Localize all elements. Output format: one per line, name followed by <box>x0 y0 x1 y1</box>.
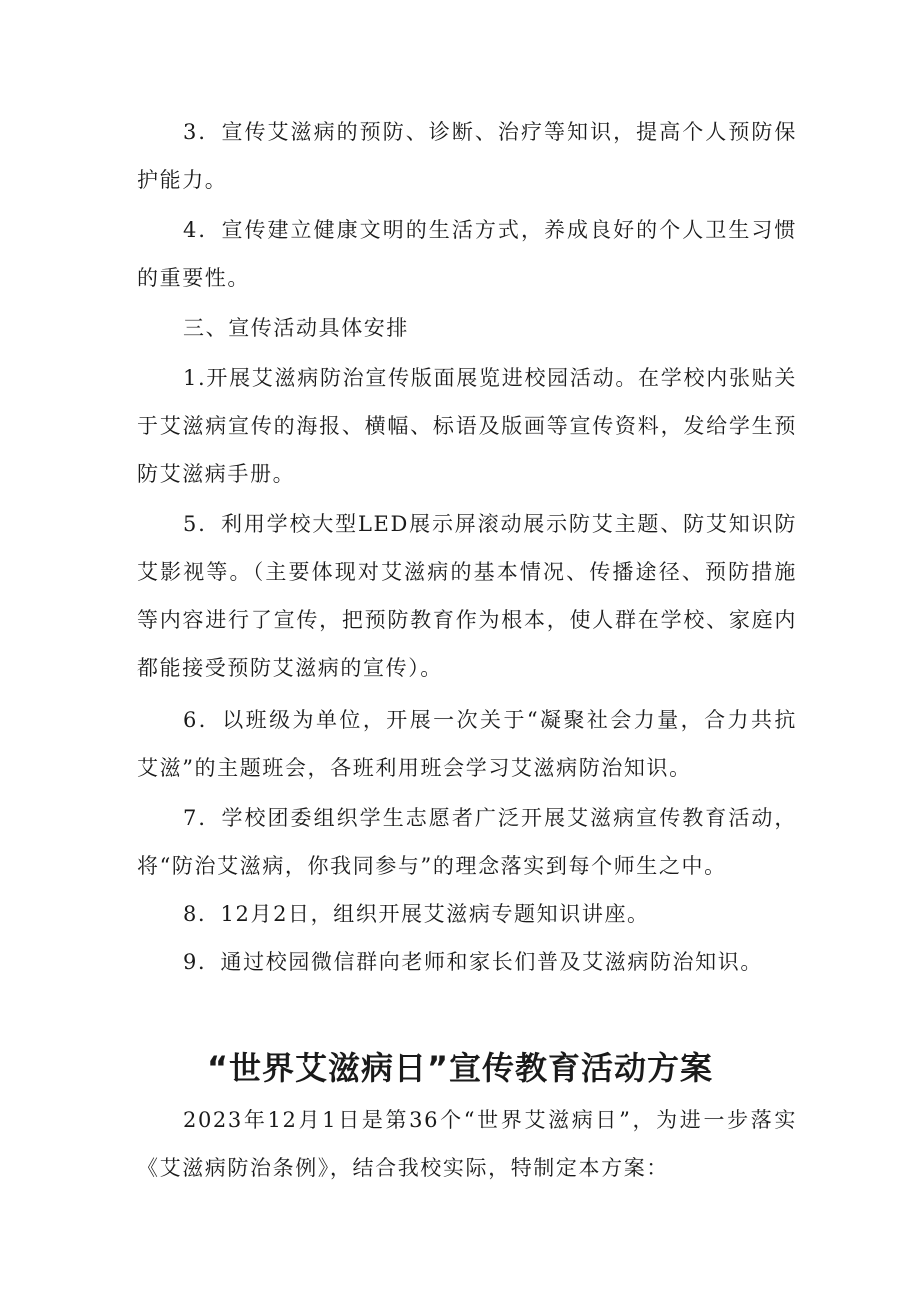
document-title: “世界艾滋病日”宣传教育活动方案 <box>206 1049 714 1087</box>
paragraph-item-4: 4．宣传建立健康文明的生活方式，养成良好的个人卫生习惯的重要性。 <box>137 218 797 290</box>
paragraph-item-3: 3．宣传艾滋病的预防、诊断、治疗等知识，提高个人预防保护能力。 <box>137 120 797 192</box>
intro-paragraph: 2023年12月1日是第36个“世界艾滋病日”，为进一步落实《艾滋病防治条例》，结合我校实际，特制定本方案： <box>137 1108 797 1180</box>
paragraph-item-5: 5．利用学校大型LED展示屏滚动展示防艾主题、防艾知识防艾影视等。（主要体现对艾滋病的基本情况、传播途径、预防措施等内容进行了宣传，把预防教育作为根本，使人群在学校、家庭内都能接受预防艾滋病的宣传）。 <box>137 512 797 680</box>
paragraph-item-7: 7．学校团委组织学生志愿者广泛开展艾滋病宣传教育活动，将“防治艾滋病，你我同参与”的理念落实到每个师生之中。 <box>137 806 797 878</box>
paragraph-item-6: 6．以班级为单位，开展一次关于“凝聚社会力量，合力共抗艾滋”的主题班会，各班利用班会学习艾滋病防治知识。 <box>137 708 797 780</box>
paragraph-item-9: 9．通过校园微信群向老师和家长们普及艾滋病防治知识。 <box>183 950 763 974</box>
paragraph-item-8: 8．12月2日，组织开展艾滋病专题知识讲座。 <box>183 902 650 926</box>
paragraph-item-1: 1.开展艾滋病防治宣传版面展览进校园活动。在学校内张贴关于艾滋病宣传的海报、横幅、标语及版画等宣传资料，发给学生预防艾滋病手册。 <box>137 366 797 486</box>
section-heading: 三、宣传活动具体安排 <box>183 316 409 340</box>
